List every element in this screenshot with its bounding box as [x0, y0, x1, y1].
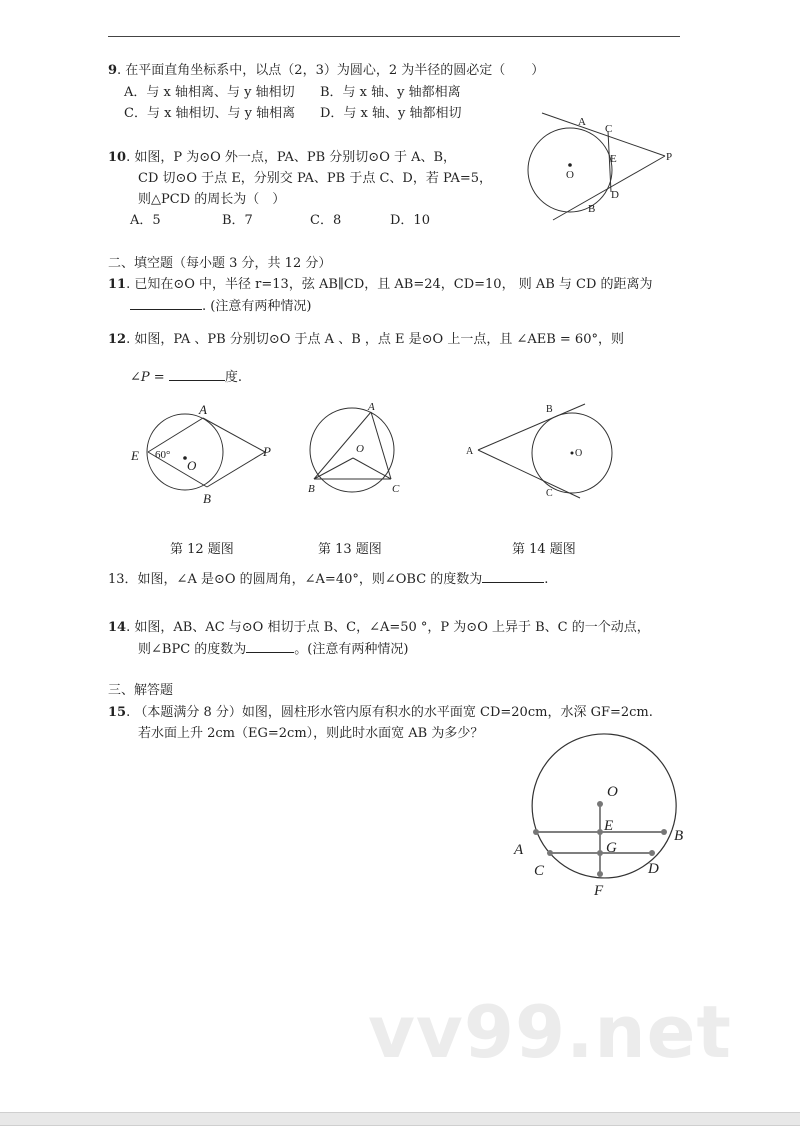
q10-label-c: C	[605, 123, 613, 135]
q12-label-o: O	[187, 458, 197, 473]
q10-number: 10	[108, 150, 127, 165]
q15-label-d: D	[648, 861, 659, 877]
q15-label-f: F	[594, 883, 604, 899]
q15-label-b: B	[674, 828, 684, 844]
q10-line-1: 10. 如图，P 为⊙O 外一点，PA、PB 分别切⊙O 于 A、B，	[108, 150, 457, 165]
q14-label-b: B	[546, 404, 553, 415]
q14-line-2: 则∠BPC 的度数为 。(注意有两种情况)	[138, 642, 409, 657]
q15-line-2: 若水面上升 2cm（EG=2cm），则此时水面宽 AB 为多少？	[138, 726, 484, 741]
horizontal-scrollbar[interactable]	[0, 1112, 800, 1126]
q10-option-c: C．8	[310, 213, 342, 228]
q13-figure	[300, 400, 410, 495]
q11-answer-blank[interactable]	[130, 297, 202, 310]
q13-label-b: B	[308, 483, 315, 495]
q14-answer-blank[interactable]	[246, 640, 294, 653]
q10-option-d: D．10	[390, 213, 430, 228]
q10-label-a: A	[578, 116, 586, 128]
q14-number: 14	[108, 620, 127, 635]
section-2-title: 二、填空题（每小题 3 分，共 12 分）	[108, 256, 332, 271]
q15-figure	[510, 740, 700, 900]
q13-answer-blank[interactable]	[482, 570, 544, 583]
q11-line-1: 11. 已知在⊙O 中，半径 r=13，弦 AB∥CD，且 AB=24，CD=10， 则 AB 与 CD 的距离为	[108, 277, 653, 292]
q10-label-b: B	[588, 203, 596, 215]
q15-label-o: O	[607, 784, 618, 800]
q14-line-1: 14. 如图，AB、AC 与⊙O 相切于点 B、C，∠A=50 °，P 为⊙O 上异于 B、C 的一个动点，	[108, 620, 650, 635]
q13-number: 13	[108, 572, 125, 587]
caption-fig-14: 第 14 题图	[512, 542, 576, 557]
q14-label-a: A	[466, 446, 474, 457]
q14-label-c: C	[546, 488, 553, 499]
q10-line-3: 则△PCD 的周长为（ ）	[138, 192, 286, 207]
q12-figure	[125, 400, 285, 510]
q15-label-g: G	[606, 840, 617, 856]
q13-label-c: C	[392, 483, 400, 495]
q12-line-1: 12. 如图，PA 、PB 分别切⊙O 于点 A 、B ，点 E 是⊙O 上一点，且 ∠AEB = 60°，则	[108, 332, 624, 347]
q12-angle-label: 60°	[155, 449, 171, 461]
q13-label-o: O	[356, 443, 364, 455]
q9-option-b: B．与 x 轴、y 轴都相离	[320, 85, 461, 100]
q13-line: 13．如图，∠A 是⊙O 的圆周角，∠A=40°，则∠OBC 的度数为 .	[108, 572, 549, 587]
q12-label-p: P	[263, 444, 271, 459]
q15-label-a: A	[514, 842, 524, 858]
q10-line-2: CD 切⊙O 于点 E，分别交 PA、PB 于点 C、D，若 PA=5，	[138, 171, 493, 186]
q14-label-o: O	[575, 448, 583, 459]
q11-line-2: . (注意有两种情况)	[130, 297, 311, 316]
q15-label-e: E	[604, 818, 614, 834]
q10-option-b: B．7	[222, 213, 253, 228]
q15-line-1: 15. （本题满分 8 分）如图，圆柱形水管内原有积水的水平面宽 CD=20cm，水深 GF=2cm.	[108, 705, 653, 720]
q10-label-o: O	[566, 169, 574, 181]
q9-option-d: D．与 x 轴、y 轴都相切	[320, 106, 462, 121]
q12-label-b: B	[203, 491, 211, 506]
caption-fig-12: 第 12 题图	[170, 542, 234, 557]
q9-number: 9	[108, 63, 118, 78]
header-rule	[108, 36, 680, 37]
q12-answer-blank[interactable]	[169, 368, 225, 381]
q9-stem: 9. 在平面直角坐标系中，以点（2，3）为圆心，2 为半径的圆必定（ ）	[108, 63, 545, 78]
q12-number: 12	[108, 332, 127, 347]
caption-fig-13: 第 13 题图	[318, 542, 382, 557]
q14-figure	[460, 398, 620, 503]
q10-figure	[520, 100, 690, 230]
q15-label-c: C	[534, 863, 545, 879]
section-3-title: 三、解答题	[108, 683, 174, 698]
q13-label-a: A	[368, 401, 375, 413]
q9-option-a: A．与 x 轴相离、与 y 轴相切	[124, 85, 295, 100]
q15-number: 15	[108, 705, 127, 720]
watermark: vv99.net	[368, 990, 732, 1074]
q12-label-a: A	[199, 402, 207, 417]
q10-label-d: D	[611, 189, 619, 201]
q10-option-a: A．5	[130, 213, 161, 228]
q12-label-e: E	[131, 448, 139, 463]
q9-option-c: C．与 x 轴相切、与 y 轴相离	[124, 106, 296, 121]
q12-line-2: ∠P = 度.	[130, 370, 242, 385]
q10-label-p: P	[666, 151, 673, 163]
q10-label-e: E	[610, 153, 617, 165]
q11-number: 11	[108, 277, 127, 292]
